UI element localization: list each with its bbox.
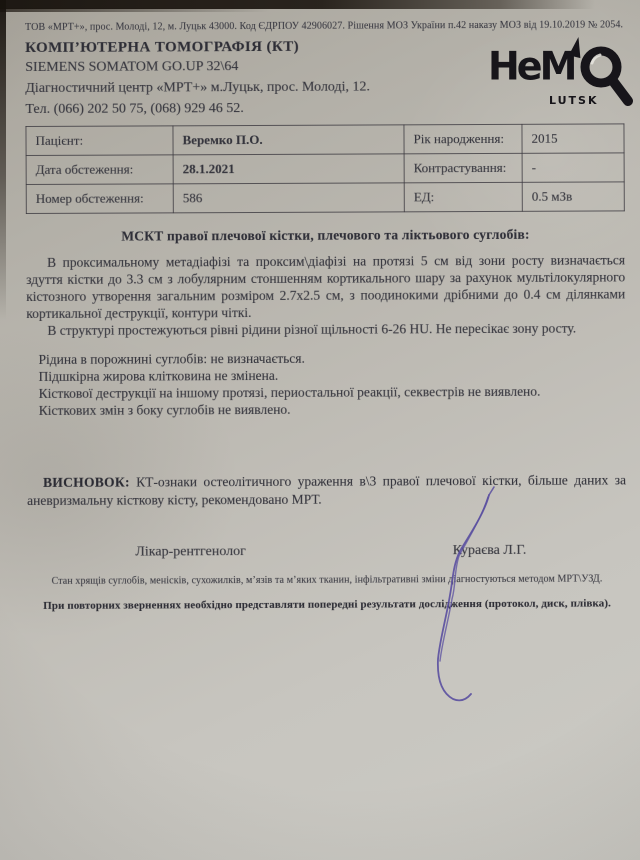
- document-content: [25, 19, 627, 612]
- patient-name-value: Веремко П.О.: [173, 125, 404, 155]
- finding-item: Кісткової деструкції на іншому протязі, периостальної реакції, секвестрів не виявлено.: [38, 383, 541, 401]
- conclusion-text: КТ-ознаки остеолітичного ураження в\3 правої плечової кістки, більше даних за аневризмальну кісткову кісту, рекомендовано МРТ.: [27, 472, 627, 508]
- contrast-label: Контрастування:: [404, 153, 522, 183]
- phone-line: Тел. (066) 202 50 75, (068) 929 46 52.: [25, 101, 244, 117]
- photo-edge-left: [0, 0, 6, 320]
- report-heading: МСКТ правої плечової кістки, плечового та ліктьового суглобів:: [121, 226, 530, 244]
- report-paragraph-2: В структурі простежуються рівні рідини різної щільності 6-26 HU. Не пересікає зону росту.: [47, 320, 577, 338]
- birth-year-value: 2015: [522, 124, 624, 153]
- clinic-logo-city: LUTSK: [549, 94, 599, 107]
- clinic-logo-wordmark: НеМ: [488, 43, 575, 89]
- exam-type-title: КОМП’ЮТЕРНА ТОМОГРАФІЯ (КТ): [25, 38, 300, 56]
- table-row: [26, 182, 624, 214]
- footnote-repeat-visits: При повторних зверненнях необхідно представляти попередні результати дослідження (протокол, диск, плівка).: [43, 597, 611, 612]
- doctor-role: Лікар-рентгенолог: [135, 544, 246, 560]
- patient-info-table: [25, 123, 624, 214]
- doctor-name: Кураєва Л.Г.: [452, 542, 527, 559]
- scanner-model: SIEMENS SOMATOM GO.UP 32\64: [25, 59, 239, 75]
- finding-item: Кісткових змін з боку суглобів не виявлено.: [38, 401, 291, 418]
- finding-item: Підшкірна жирова клітковина не змінена.: [38, 367, 279, 384]
- patient-label: Пацієнт:: [26, 126, 173, 156]
- birth-year-label: Рік народження:: [404, 124, 522, 154]
- finding-item: Рідина в порожнині суглобів: не визначається.: [38, 350, 305, 367]
- diagnostic-center-line: Діагностичний центр «МРТ+» м.Луцьк, прос. Молоді, 12.: [25, 79, 370, 96]
- report-paragraph-1: В проксимальному метадіафізі та проксим\діафізі на протязі 5 см від зони росту визначається здуття кістки до 3.3 см з лобулярним стоншенням кортикального шару за рахунок мультілокулярного кістозного утворення загальним розміром 2.7х2.5 см, з поодинокими дрібними до 0.4 см ділянками кортикальної деструкції, контури чіткі.: [26, 252, 626, 321]
- dose-value: 0.5 мЗв: [522, 182, 624, 211]
- conclusion-paragraph: [27, 471, 626, 509]
- exam-number-value: 586: [173, 183, 404, 213]
- exam-date-value: 28.1.2021: [173, 154, 404, 184]
- photo-edge-top-shadow: [0, 8, 300, 12]
- findings-list: [26, 348, 625, 419]
- conclusion-label: ВИСНОВОК:: [42, 474, 130, 490]
- dose-label: ЕД:: [404, 182, 522, 212]
- exam-number-label: Номер обстеження:: [26, 184, 173, 214]
- registration-line: ТОВ «МРТ+», прос. Молоді, 12, м. Луцьк 43000. Код ЄДРПОУ 42906027. Рішення МОЗ України п.42 наказу МОЗ від 19.10.2019 № 2054.: [25, 19, 624, 33]
- signature-row: [27, 542, 626, 561]
- contrast-value: -: [522, 153, 624, 182]
- table-row: [26, 124, 624, 156]
- footnote-disclaimer: Стан хрящів суглобів, менісків, сухожилків, м’язів та м’яких тканин, інфільтративні зміни діагностуються методом МРТ\УЗД.: [51, 573, 603, 587]
- table-row: [26, 153, 624, 185]
- exam-date-label: Дата обстеження:: [26, 155, 173, 185]
